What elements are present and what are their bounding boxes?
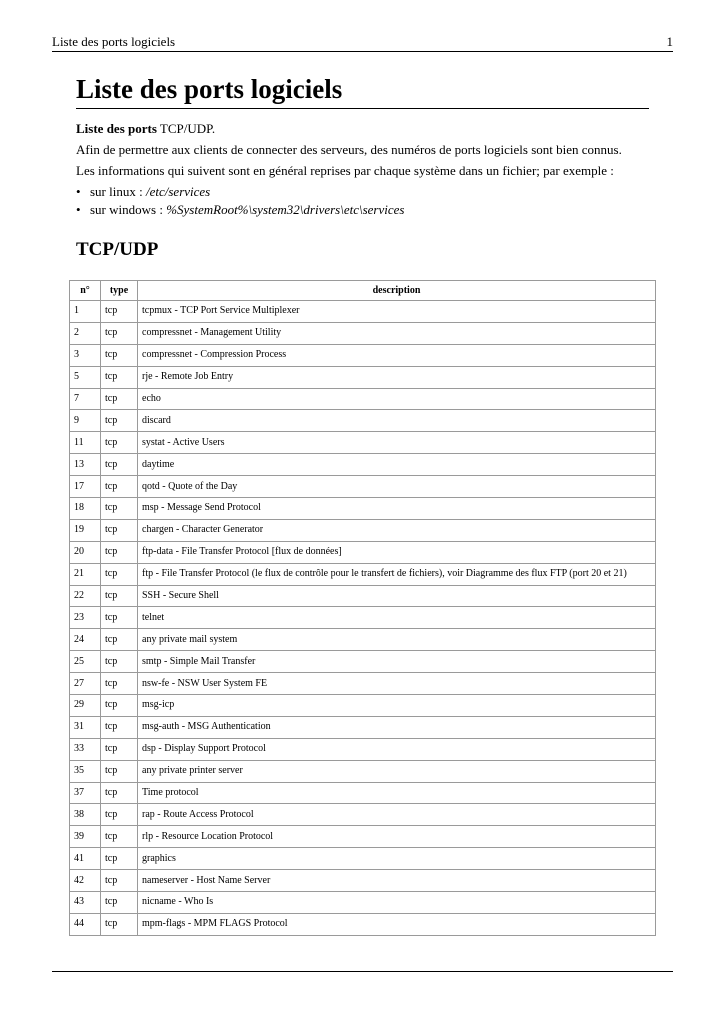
table-row: [70, 476, 656, 498]
port-description-cell: SSH - Secure Shell: [138, 585, 656, 607]
port-number-cell: 33: [70, 738, 101, 760]
description-paragraph: Afin de permettre aux clients de connecter des serveurs, des numéros de ports logiciels sont bien connus.: [76, 142, 622, 157]
list-item-label: sur linux :: [90, 184, 146, 199]
column-header-type: type: [101, 281, 138, 301]
port-description-cell: rje - Remote Job Entry: [138, 366, 656, 388]
page-number: 1: [666, 34, 673, 49]
port-number-cell: 31: [70, 716, 101, 738]
port-number-cell: 24: [70, 629, 101, 651]
port-number-cell: 3: [70, 344, 101, 366]
intro-lead-rest: TCP/UDP.: [156, 121, 216, 136]
table-row: [70, 344, 656, 366]
table-row: [70, 541, 656, 563]
port-number-cell: 2: [70, 322, 101, 344]
port-description-cell: msp - Message Send Protocol: [138, 498, 656, 520]
table-row: [70, 629, 656, 651]
port-number-cell: 5: [70, 366, 101, 388]
column-header-description: description: [138, 281, 656, 301]
port-type-cell: tcp: [101, 848, 138, 870]
table-row: [70, 804, 656, 826]
intro-paragraph: [76, 121, 649, 137]
table-row: [70, 301, 656, 323]
port-type-cell: tcp: [101, 716, 138, 738]
table-row: [70, 673, 656, 695]
list-item: [76, 201, 649, 219]
port-number-cell: 9: [70, 410, 101, 432]
port-number-cell: 21: [70, 563, 101, 585]
port-type-cell: tcp: [101, 432, 138, 454]
port-number-cell: 38: [70, 804, 101, 826]
port-type-cell: tcp: [101, 541, 138, 563]
port-description-cell: nameserver - Host Name Server: [138, 870, 656, 892]
port-description-cell: nicname - Who Is: [138, 892, 656, 914]
port-type-cell: tcp: [101, 913, 138, 935]
port-type-cell: tcp: [101, 585, 138, 607]
port-description-cell: mpm-flags - MPM FLAGS Protocol: [138, 913, 656, 935]
table-row: [70, 322, 656, 344]
port-type-cell: tcp: [101, 760, 138, 782]
port-number-cell: 35: [70, 760, 101, 782]
port-type-cell: tcp: [101, 651, 138, 673]
running-header-title: Liste des ports logiciels: [52, 34, 176, 49]
list-item-label: sur windows :: [90, 202, 167, 217]
info-paragraph: Les informations qui suivent sont en général reprises par chaque système dans un fichier; par exemple :: [76, 163, 614, 178]
port-type-cell: tcp: [101, 695, 138, 717]
table-row: [70, 826, 656, 848]
port-description-cell: qotd - Quote of the Day: [138, 476, 656, 498]
port-number-cell: 19: [70, 519, 101, 541]
port-number-cell: 17: [70, 476, 101, 498]
table-row: [70, 410, 656, 432]
port-number-cell: 39: [70, 826, 101, 848]
port-number-cell: 13: [70, 454, 101, 476]
table-row: [70, 695, 656, 717]
port-description-cell: ftp-data - File Transfer Protocol [flux de données]: [138, 541, 656, 563]
table-row: [70, 519, 656, 541]
port-type-cell: tcp: [101, 410, 138, 432]
table-row: [70, 585, 656, 607]
port-type-cell: tcp: [101, 892, 138, 914]
port-number-cell: 7: [70, 388, 101, 410]
port-type-cell: tcp: [101, 476, 138, 498]
table-row: [70, 716, 656, 738]
port-number-cell: 11: [70, 432, 101, 454]
bullet-icon: •: [76, 184, 81, 199]
port-description-cell: telnet: [138, 607, 656, 629]
port-number-cell: 44: [70, 913, 101, 935]
table-row: [70, 563, 656, 585]
table-row: [70, 498, 656, 520]
port-description-cell: tcpmux - TCP Port Service Multiplexer: [138, 301, 656, 323]
page-content: [76, 72, 649, 261]
table-row: [70, 454, 656, 476]
list-item: [76, 183, 649, 201]
port-type-cell: tcp: [101, 826, 138, 848]
running-header: [52, 34, 673, 52]
table-row: [70, 782, 656, 804]
port-type-cell: tcp: [101, 366, 138, 388]
table-row: [70, 607, 656, 629]
column-header-number: n°: [70, 281, 101, 301]
port-description-cell: Time protocol: [138, 782, 656, 804]
port-number-cell: 42: [70, 870, 101, 892]
port-type-cell: tcp: [101, 563, 138, 585]
port-type-cell: tcp: [101, 322, 138, 344]
table-row: [70, 366, 656, 388]
port-description-cell: nsw-fe - NSW User System FE: [138, 673, 656, 695]
port-number-cell: 23: [70, 607, 101, 629]
port-number-cell: 20: [70, 541, 101, 563]
table-row: [70, 432, 656, 454]
port-description-cell: graphics: [138, 848, 656, 870]
port-description-cell: msg-icp: [138, 695, 656, 717]
table-row: [70, 651, 656, 673]
page-title: Liste des ports logiciels: [76, 72, 649, 109]
port-description-cell: chargen - Character Generator: [138, 519, 656, 541]
port-description-cell: compressnet - Compression Process: [138, 344, 656, 366]
port-number-cell: 25: [70, 651, 101, 673]
port-number-cell: 27: [70, 673, 101, 695]
port-type-cell: tcp: [101, 454, 138, 476]
table-header-row: [70, 281, 656, 301]
port-type-cell: tcp: [101, 607, 138, 629]
table-row: [70, 738, 656, 760]
port-description-cell: smtp - Simple Mail Transfer: [138, 651, 656, 673]
port-description-cell: dsp - Display Support Protocol: [138, 738, 656, 760]
port-type-cell: tcp: [101, 301, 138, 323]
port-type-cell: tcp: [101, 519, 138, 541]
section-heading: TCP/UDP: [76, 239, 159, 260]
port-number-cell: 41: [70, 848, 101, 870]
table-row: [70, 848, 656, 870]
table-row: [70, 760, 656, 782]
services-file-list: [76, 183, 649, 219]
port-description-cell: ftp - File Transfer Protocol (le flux de contrôle pour le transfert de fichiers), voir Diagramme des flux FTP (port 20 et 21): [138, 563, 656, 585]
bullet-icon: •: [76, 202, 81, 217]
port-number-cell: 37: [70, 782, 101, 804]
port-description-cell: systat - Active Users: [138, 432, 656, 454]
intro-bold-lead: Liste des ports: [76, 121, 157, 136]
port-number-cell: 43: [70, 892, 101, 914]
port-description-cell: discard: [138, 410, 656, 432]
ports-table: [69, 280, 656, 936]
port-type-cell: tcp: [101, 629, 138, 651]
port-type-cell: tcp: [101, 804, 138, 826]
port-description-cell: echo: [138, 388, 656, 410]
port-type-cell: tcp: [101, 738, 138, 760]
port-description-cell: any private printer server: [138, 760, 656, 782]
port-description-cell: rap - Route Access Protocol: [138, 804, 656, 826]
port-description-cell: daytime: [138, 454, 656, 476]
table-row: [70, 892, 656, 914]
port-number-cell: 29: [70, 695, 101, 717]
port-type-cell: tcp: [101, 673, 138, 695]
port-number-cell: 22: [70, 585, 101, 607]
port-description-cell: msg-auth - MSG Authentication: [138, 716, 656, 738]
port-type-cell: tcp: [101, 870, 138, 892]
port-type-cell: tcp: [101, 498, 138, 520]
port-number-cell: 18: [70, 498, 101, 520]
table-row: [70, 388, 656, 410]
port-description-cell: compressnet - Management Utility: [138, 322, 656, 344]
table-row: [70, 870, 656, 892]
port-description-cell: any private mail system: [138, 629, 656, 651]
ports-table-body: [70, 301, 656, 936]
list-item-path: /etc/services: [145, 184, 211, 199]
port-description-cell: rlp - Resource Location Protocol: [138, 826, 656, 848]
port-type-cell: tcp: [101, 344, 138, 366]
footer-rule: [52, 971, 673, 972]
port-number-cell: 1: [70, 301, 101, 323]
list-item-path: %SystemRoot%\system32\drivers\etc\services: [166, 202, 405, 217]
port-type-cell: tcp: [101, 782, 138, 804]
table-row: [70, 913, 656, 935]
port-type-cell: tcp: [101, 388, 138, 410]
